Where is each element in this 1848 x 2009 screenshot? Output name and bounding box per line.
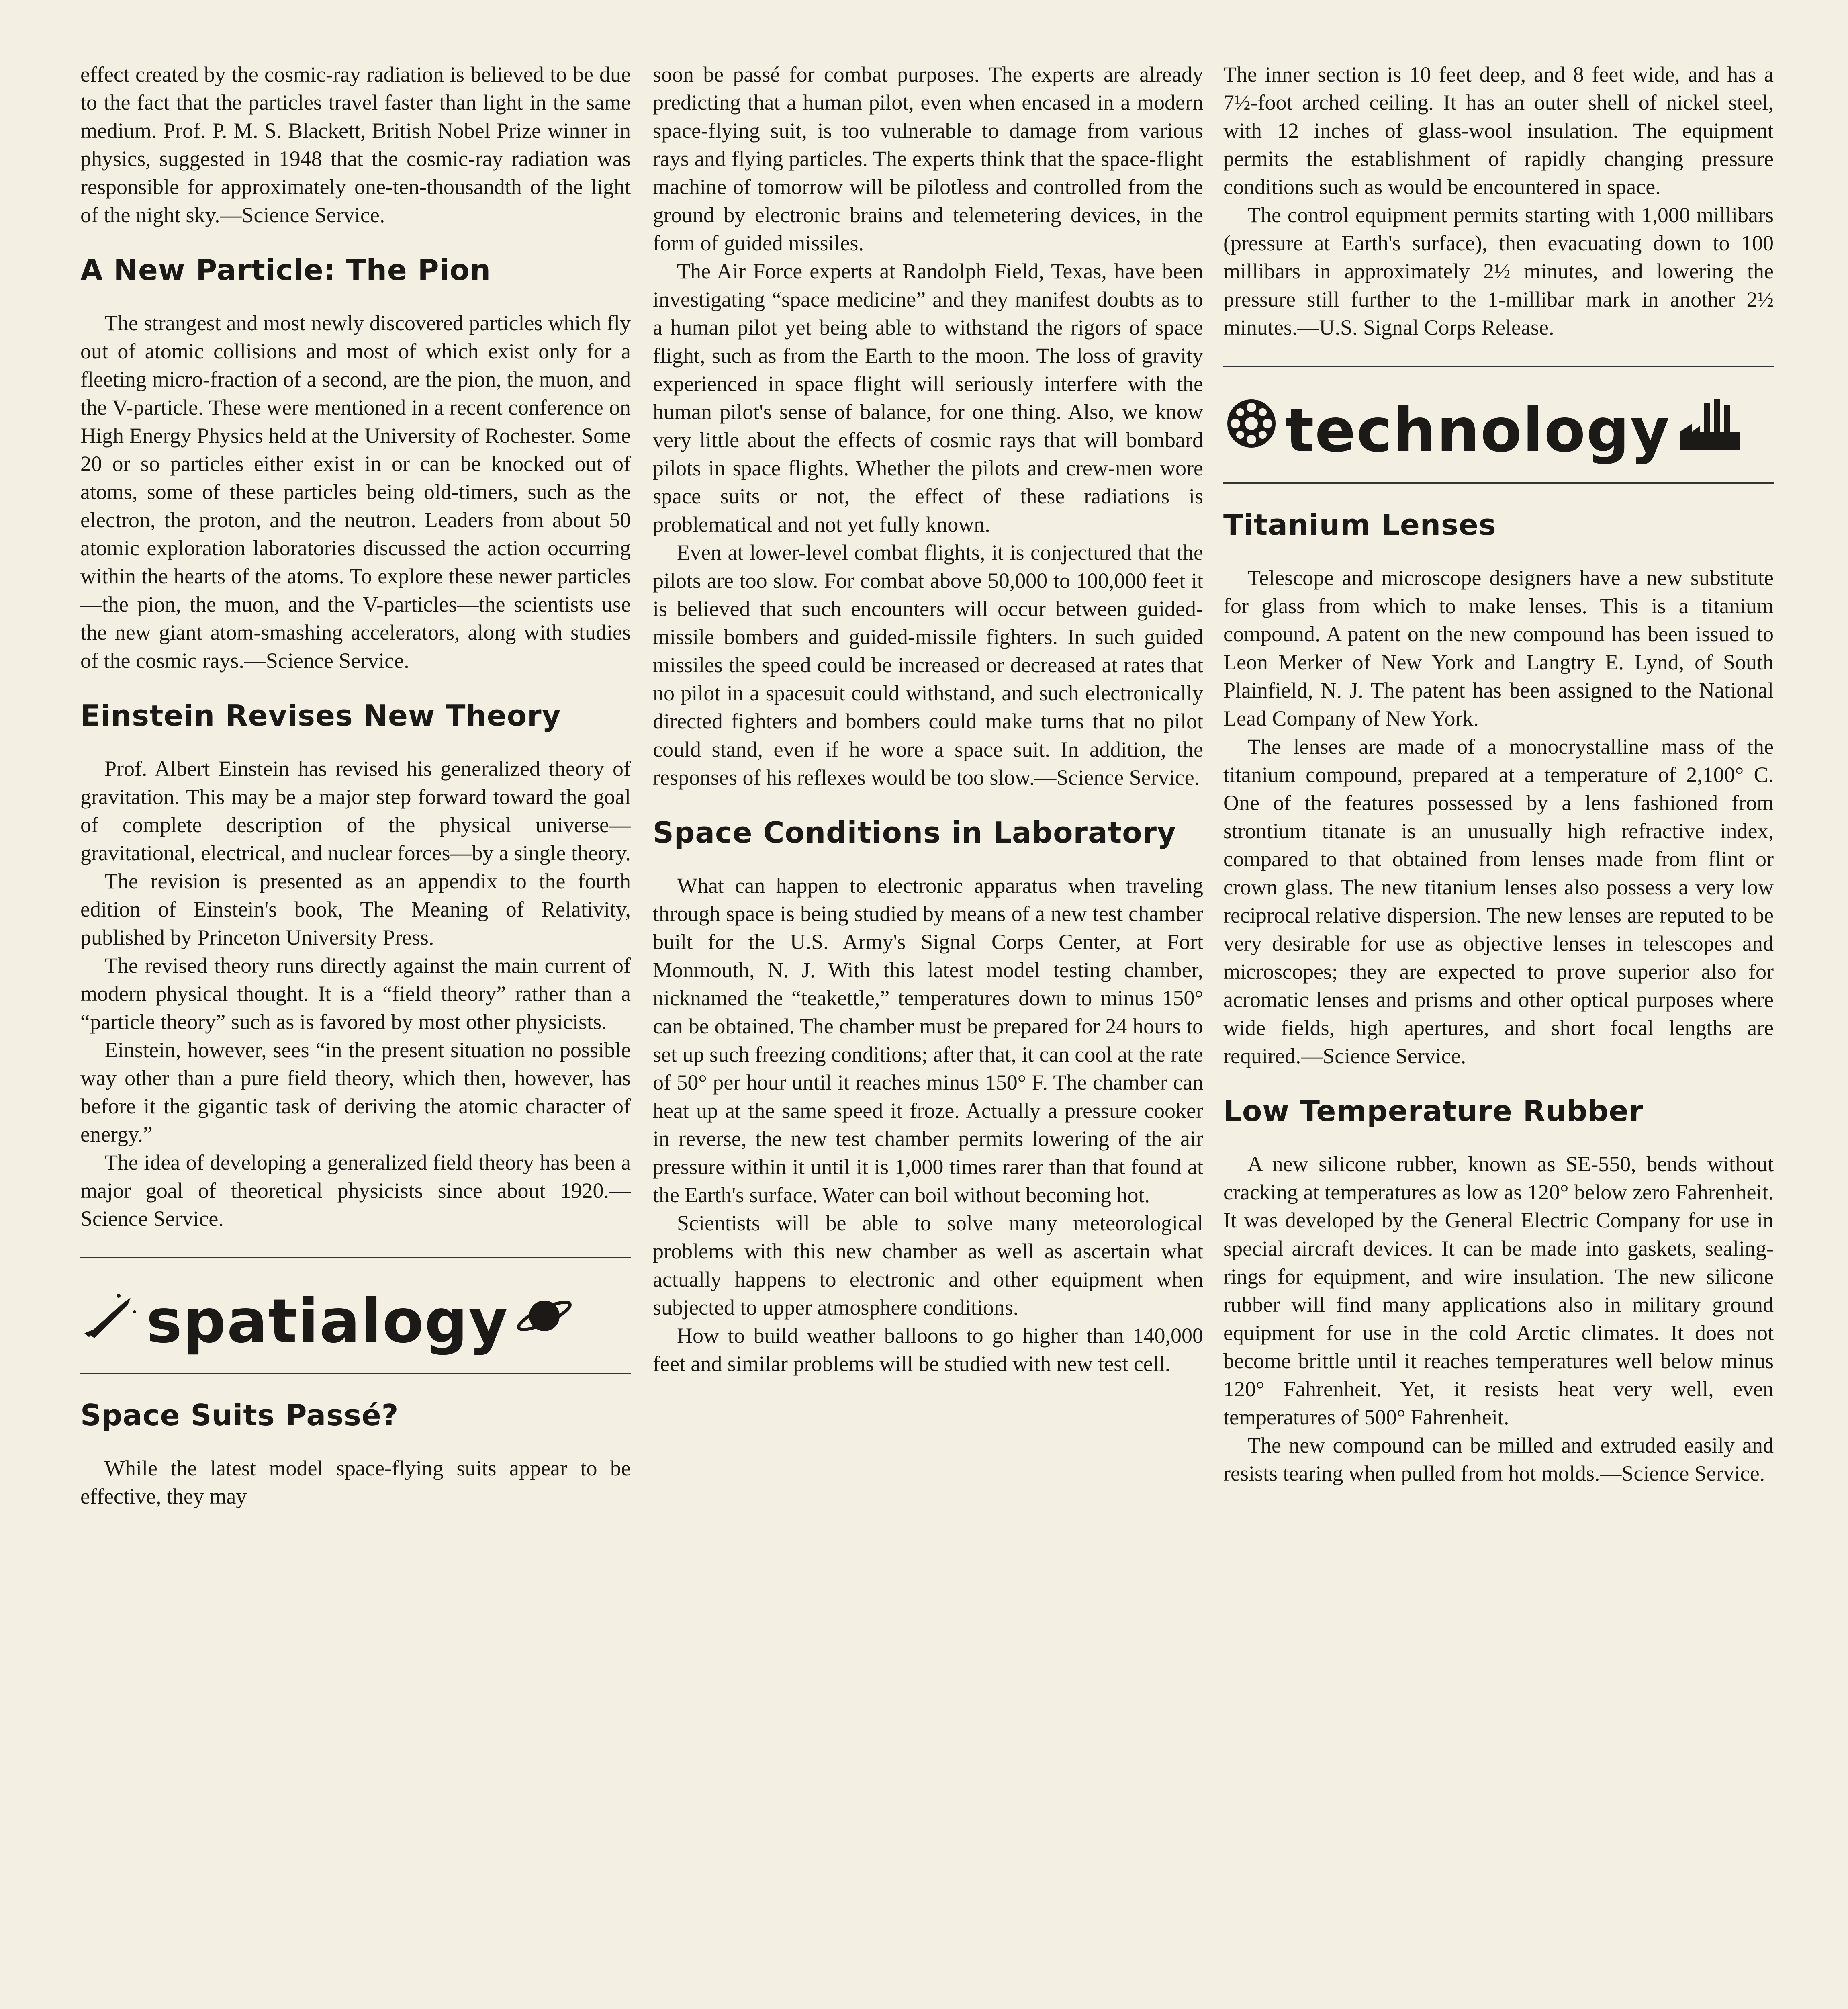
- paragraph: The idea of developing a generalized field theory has been a major goal of theoretical physicists since about 1920.—Science Service.: [80, 1150, 631, 1231]
- paragraph: Even at lower-level combat flights, it is conjectured that the pilots are too slow. For combat above 50,000 to 100,000 feet it is believed that such encounters will occur between guided-missile bombers and guided-missile fighters. In such guided missiles the speed could be increased or decreased at rates that no pilot in a spacesuit could withstand, and such electronically directed fighters and bombers could make turns that no pilot could stand, even if he wore a space suit. In addition, the responses of his reflexes would be too slow.—Science Service.: [653, 540, 1203, 790]
- divider: [1223, 482, 1774, 484]
- paragraph: What can happen to electronic apparatus when traveling through space is being studied by means of a new test chamber built for the U.S. Army's Signal Corps Center, at Fort Monmouth, N. J. With this latest model testing chamber, nicknamed the “teakettle,” temperatures down to minus 150° can be obtained. The chamber must be prepared for 24 hours to set up such freezing conditions; after that, it can cool at the rate of 50° per hour until it reaches minus 150° F. The chamber can heat up at the same speed it froze. Actually a pressure cooker in reverse, the new test chamber permits lowering of the air pressure within it until it is 1,000 times rarer than that found at the Earth's surface. Water can boil without becoming hot.: [653, 874, 1203, 1207]
- divider: [1223, 366, 1774, 367]
- gear-icon: [1223, 395, 1280, 466]
- rocket-icon: [80, 1287, 141, 1356]
- paragraph: The revision is presented as an appendix to the fourth edition of Einstein's book, The Meaning of Relativity, published by Princeton University Press.: [80, 869, 631, 949]
- heading-space-suits: Space Suits Passé?: [80, 1398, 399, 1432]
- heading-einstein: Einstein Revises New Theory: [80, 699, 561, 732]
- section-title-technology: technology: [1285, 396, 1670, 466]
- paragraph: Scientists will be able to solve many meteorological problems with this new chamber as well as ascertain what actually happens to electronic and other equipment when subjected to upper atmosphere conditions.: [653, 1211, 1203, 1320]
- column-2: [653, 60, 1203, 1378]
- factory-icon: [1676, 395, 1744, 466]
- paragraph: The Air Force experts at Randolph Field, Texas, have been investigating “space medicine” and they manifest doubts as to a human pilot yet being able to withstand the rigors of space flight, such as from the Earth to the moon. The loss of gravity experienced in space flight will seriously interfere with the human pilot's sense of balance, for one thing. Also, we know very little about the effects of cosmic rays that will bombard pilots in space flights. Whether the pilots and crew-men wore space suits or not, the effect of these radiations is problematical and not yet fully known.: [653, 259, 1203, 536]
- paragraph: Prof. Albert Einstein has revised his generalized theory of gravitation. This may be a major step forward toward the goal of complete description of the physical universe—gravitational, electrical, and nuclear forces—by a single theory.: [80, 757, 631, 865]
- column-1: [80, 60, 631, 1510]
- paragraph: A new silicone rubber, known as SE-550, bends without cracking at temperatures as low as 120° below zero Fahrenheit. It was developed by the General Electric Company for use in special aircraft devices. It can be made into gaskets, sealing-rings for equipment, and wire insulation. The new silicone rubber will find many applications also in military ground equipment for use in the cold Arctic climates. It does not become brittle until it reaches temperatures well below minus 120° Fahrenheit. Yet, it resists heat very well, even temperatures of 500° Fahrenheit.: [1223, 1152, 1774, 1429]
- paragraph: Telescope and microscope designers have a new substitute for glass from which to make lenses. This is a titanium compound. A patent on the new compound has been issued to Leon Merker of New York and Langtry E. Lynd, of South Plainfield, N. J. The patent has been assigned to the National Lead Company of New York.: [1223, 566, 1774, 730]
- planet-icon: [514, 1287, 574, 1356]
- technology-section-logo: [1223, 395, 1774, 466]
- paragraph: The control equipment permits starting with 1,000 millibars (pressure at Earth's surface), then evacuating down to 100 millibars in approximately 2½ minutes, and lowering the pressure still further to the 1-millibar mark in another 2½ minutes.—U.S. Signal Corps Release.: [1223, 203, 1774, 340]
- paragraph: The strangest and most newly discovered particles which fly out of atomic collisions and most of which exist only for a fleeting micro-fraction of a second, are the pion, the muon, and the V-particle. These were mentioned in a recent conference on High Energy Physics held at the University of Rochester. Some 20 or so particles either exist in or can be knocked out of atoms, some of these particles being old-timers, such as the electron, the proton, and the neutron. Leaders from about 50 atomic exploration laboratories discussed the action occurring within the hearts of the atoms. To explore these newer particles—the pion, the muon, and the V-particles—the scientists use the new giant atom-smashing accelerators, along with studies of the cosmic rays.—Science Service.: [80, 311, 631, 673]
- column-3: [1223, 60, 1774, 1487]
- paragraph: The revised theory runs directly against the main current of modern physical thought. It is a “field theory” rather than a “particle theory” such as is favored by most other physicists.: [80, 953, 631, 1034]
- heading-pion: A New Particle: The Pion: [80, 253, 491, 287]
- divider: [80, 1257, 631, 1258]
- paragraph: Einstein, however, sees “in the present situation no possible way other than a pure field theory, which then, however, has before it the gigantic task of deriving the atomic character of energy.”: [80, 1038, 631, 1146]
- paragraph: While the latest model space-flying suits appear to be effective, they may: [80, 1456, 631, 1508]
- spatialogy-section-logo: [80, 1287, 631, 1356]
- paragraph: effect created by the cosmic-ray radiation is believed to be due to the fact that the particles travel faster than light in the same medium. Prof. P. M. S. Blackett, British Nobel Prize winner in physics, suggested in 1948 that the cosmic-ray radiation was responsible for approximately one-ten-thousandth of the light of the night sky.—Science Service.: [80, 62, 631, 227]
- heading-rubber: Low Temperature Rubber: [1223, 1094, 1644, 1128]
- paragraph: The lenses are made of a monocrystalline mass of the titanium compound, prepared at a temperature of 2,100° C. One of the features possessed by a lens fashioned from strontium titanate is an unusually high refractive index, compared to that obtained from lenses made from flint or crown glass. The new titanium lenses also possess a very low reciprocal relative dispersion. The new lenses are reputed to be very desirable for use as objective lenses in telescopes and microscopes; they are expected to prove superior also for acromatic lenses and prisms and other optical purposes where wide fields, high apertures, and short focal lengths are required.—Science Service.: [1223, 734, 1774, 1068]
- paragraph: soon be passé for combat purposes. The experts are already predicting that a human pilot, even when encased in a modern space-flying suit, is too vulnerable to damage from various rays and flying particles. The experts think that the space-flight machine of tomorrow will be pilotless and controlled from the ground by electronic brains and telemetering devices, in the form of guided missiles.: [653, 62, 1203, 255]
- heading-space-lab: Space Conditions in Laboratory: [653, 816, 1176, 849]
- paragraph: How to build weather balloons to go higher than 140,000 feet and similar problems will be studied with new test cell.: [653, 1324, 1203, 1376]
- paragraph: The new compound can be milled and extruded easily and resists tearing when pulled from hot molds.—Science Service.: [1223, 1433, 1774, 1485]
- divider: [80, 1373, 631, 1374]
- section-title-spatialogy: spatialogy: [146, 1287, 509, 1356]
- paragraph: The inner section is 10 feet deep, and 8 feet wide, and has a 7½-foot arched ceiling. It has an outer shell of nickel steel, with 12 inches of glass-wool insulation. The equipment permits the establishment of rapidly changing pressure conditions such as would be encountered in space.: [1223, 62, 1774, 199]
- heading-titanium: Titanium Lenses: [1223, 508, 1496, 542]
